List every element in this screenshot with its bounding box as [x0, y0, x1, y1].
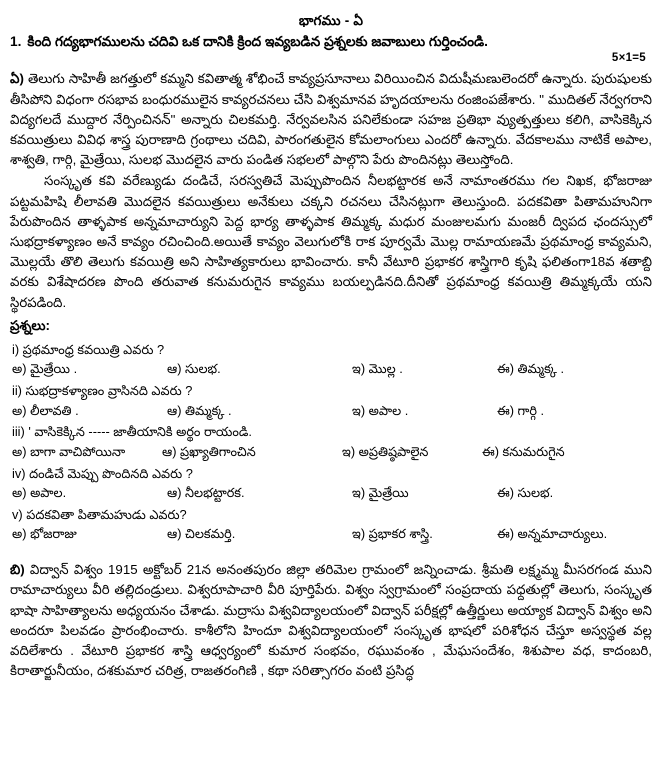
option-v-b[interactable]	[167, 524, 352, 544]
option-key: ఆ)	[162, 443, 177, 459]
option-key: అ)	[12, 443, 27, 459]
option-key: ఈ)	[497, 526, 514, 542]
question-options-iii	[12, 442, 652, 462]
passage-a-paragraph-1	[10, 69, 652, 170]
question-label-iii: ' వాసికెక్కిన ----- జాతీయానికి అర్థం రాయండి.	[28, 424, 252, 440]
passage-b-label: బి)	[10, 562, 25, 578]
question-text-row	[12, 381, 652, 400]
question-options-iv	[12, 483, 652, 503]
passage-a-text-1: తెలుగు సాహితీ జగత్తులో కమ్మని కవితాత్మ శోభించే కావ్యప్రసూనాలు విరియించిన విదుషీమణులెందరో ఉన్నారు. పురుషులకు తీసిపోని విధంగా రసభావ బంధురములైన కావ్యరచనలు చేసి విశ్వమానవ హృదయాలను రంజింపజేశారు. " ముదితల్ నేర్వగరాని విద్యగలదే ముద్దార నేర్పించినన్" అన్నారు చిలకమర్తి. నేర్వవలసిన పనిలేకుండా సహజ ప్రతిభా వ్యుత్పత్తులు కలిగి, వాసికెక్కిన కవయిత్రులు వివిధ శాస్త్ర పురాణాది గ్రంథాలు చదివి, పారంగతులైన కోమలాంగులు ఎందరో ఉన్నారు. వేదకాలము నాటికే అపాల, శాశ్వతి, గార్గి, మైత్రేయి, సులభ మొదలైన వారు పండిత సభలలో పాల్గొని పేరు పొందినట్లు తెలుస్తోంది.	[10, 71, 653, 168]
option-text: అపాల.	[30, 485, 67, 501]
option-iv-b[interactable]	[167, 483, 352, 503]
option-ii-b[interactable]	[167, 401, 352, 421]
question-text-row	[12, 340, 652, 359]
option-iii-d[interactable]	[482, 442, 565, 462]
question-label-i: ప్రథమాంధ్ర కవయిత్రి ఎవరు ?	[22, 341, 165, 357]
option-key: ఇ)	[352, 402, 366, 418]
option-key: ఆ)	[167, 526, 182, 542]
option-i-b[interactable]	[167, 359, 352, 379]
option-key: ఆ)	[167, 402, 182, 418]
option-key: అ)	[12, 485, 27, 501]
option-ii-c[interactable]	[352, 401, 497, 421]
option-text: తిమ్మక్క .	[517, 361, 565, 377]
option-v-a[interactable]	[12, 524, 167, 544]
option-key: ఇ)	[352, 526, 366, 542]
option-key: ఇ)	[352, 485, 366, 501]
question-options-i	[12, 359, 652, 379]
question-number: 1.	[10, 34, 22, 50]
question-item	[10, 422, 652, 461]
option-iii-a[interactable]	[12, 442, 162, 462]
instruction-text: కింది గద్యభాగములను చదివి ఒక దానికి క్రింద ఇవ్యబడిన ప్రశ్నలకు జవాబులు గుర్తించండి.	[27, 34, 488, 50]
marks-allocation: 5×1=5	[611, 52, 646, 65]
option-iv-c[interactable]	[352, 483, 497, 503]
option-i-d[interactable]	[497, 359, 564, 379]
question-options-v	[12, 524, 652, 544]
option-text: సులభ.	[185, 361, 221, 377]
question-number-v: v)	[12, 506, 23, 522]
question-text-row	[12, 464, 652, 483]
option-text: మైత్రేయి .	[30, 361, 78, 377]
option-i-c[interactable]	[352, 359, 497, 379]
option-text: అపాల .	[368, 402, 409, 418]
main-instruction-row	[10, 32, 652, 51]
question-label-ii: సుభద్రాకళ్యాణం వ్రాసినది ఎవరు ?	[25, 383, 193, 399]
question-text-row	[12, 422, 652, 441]
option-text: ప్రభాకర శాస్త్రి.	[368, 526, 433, 542]
passage-b	[10, 560, 652, 681]
question-item	[10, 381, 652, 420]
section-spacer	[10, 546, 652, 560]
passage-a-label: ఏ)	[10, 71, 24, 87]
option-text: కనుమరుగైన	[502, 443, 565, 459]
option-key: ఈ)	[497, 361, 514, 377]
option-key: ఆ)	[167, 361, 182, 377]
option-text: ప్రఖ్యాతిగాంచిన	[180, 443, 256, 459]
question-item	[10, 464, 652, 503]
option-text: మైత్రేయి	[368, 485, 409, 501]
option-ii-a[interactable]	[12, 401, 167, 421]
option-text: బాగా వాచిపోయినా	[30, 443, 126, 459]
option-text: భోజరాజు	[30, 526, 77, 542]
option-text: చిలకమర్తి.	[185, 526, 236, 542]
option-ii-d[interactable]	[497, 401, 544, 421]
option-text: గార్గి .	[517, 402, 545, 418]
questions-list	[10, 340, 652, 544]
question-options-ii	[12, 401, 652, 421]
option-key: ఈ)	[497, 485, 514, 501]
part-title: భాగము - ఏ	[298, 13, 364, 28]
option-text: లీలావతి .	[30, 402, 79, 418]
question-item	[10, 505, 652, 544]
option-key: ఈ)	[497, 402, 514, 418]
option-key: ఇ)	[352, 361, 366, 377]
passage-b-text-1: విద్వాన్ విశ్వం 1915 అక్టోబర్ 21న అనంతపురం జిల్లా తరిమెల గ్రామంలో జన్నించాడు. శ్రీమతి లక్ష్మమ్మ మీసరగండ ముని రామాచార్యులు వీరి తల్లిదండ్రులు. విశ్వరూపాచారి వీరి పూర్తిపేరు. విశ్వం స్వగ్రామంలో సంప్రదాయ పధ్దతుల్లో తెలుగు, సంస్కృత భాషా సాహిత్యాలను అధ్యయనం చేశాడు. మద్రాసు విశ్వవిద్యాలయంలో విద్వాన్ పరీక్షల్లో ఉత్తీర్ణులు అయ్యాక విద్వాన్ విశ్వం అని అందరూ పిలవడం ప్రారంభించారు. కాశీలోని హిందూ విశ్వవిద్యాలయంలో సంస్కృత భాషలో పరిశోధన చేస్తూ అస్వస్థత వల్ల వదిలేశారు . వేటూరి ప్రభాకర శాస్త్రి ఆధ్వర్యంలో కుమార సంభవం, రఘువంశం , మేఘసందేశం, శిశుపాల వధ, కాదంబరి, కిరాతార్జునీయం, దశకుమార చరిత్ర, రాజతరంగిణి , కథా సరిత్సాగరం వంటి ప్రసిద్ధ	[10, 562, 652, 679]
option-text: మొల్ల .	[368, 361, 403, 377]
option-v-c[interactable]	[352, 524, 497, 544]
option-iii-b[interactable]	[162, 442, 342, 462]
passage-a	[10, 69, 652, 312]
option-text: అన్నమాచార్యులు.	[517, 526, 608, 542]
option-iv-d[interactable]	[497, 483, 553, 503]
option-iv-a[interactable]	[12, 483, 167, 503]
question-number-iii: iii)	[12, 424, 25, 440]
option-key: అ)	[12, 361, 27, 377]
option-i-a[interactable]	[12, 359, 167, 379]
question-label-v: పదకవితా పితామహుడు ఎవరు?	[26, 506, 187, 522]
option-text: సులభ.	[517, 485, 554, 501]
question-text-row	[12, 505, 652, 524]
option-v-d[interactable]	[497, 524, 607, 544]
option-key: అ)	[12, 526, 27, 542]
question-number-ii: ii)	[12, 383, 22, 399]
option-text: అప్రతిష్ఠపాలైన	[358, 443, 429, 459]
question-item	[10, 340, 652, 379]
option-key: ఆ)	[167, 485, 182, 501]
question-number-iv: iv)	[12, 465, 26, 481]
option-text: తిమ్మక్క .	[185, 402, 232, 418]
passage-a-paragraph-2: సంస్కృత కవి వరేణ్యుడు దండిచే, సరస్వతిచే మెప్పుపొందిన నీలభట్టారక అనే నామాంతరము గల నిఖక, భోజరాజు పట్టమహిషి లీలావతి మొదలైన కవయిత్రులు అనేకులు చక్కని రచనలు చేసినట్లుగా తెలుస్తుంది. పదకవితా పితామహునిగా పేరుపొందిన తాళ్ళపాక అన్నమాచార్యుని పెద్ద భార్య తాళ్ళపాక తిమ్మక్క మధుర మంజులమగు మంజరీ ద్విపద ఛందస్సులో సుభద్రాకళ్యాణం అనే కావ్యం రచించింది.అయితే కావ్యం వెలుగులోకి రాక పూర్వమే మొల్ల రామాయణమే ప్రథమాంధ్ర కావ్యమని, మొల్లయే తొలి తెలుగు కవయిత్రి అని సాహిత్యకారులు భావించారు. కానీ వేటూరి ప్రభాకర శాస్త్రిగారి కృషి ఫలితంగా18వ శతాబ్ది వరకు విశేషాదరణ పొంది తరువాత కనుమరుగైన కావ్యము బయల్పడినది.దీనితో ప్రథమాంధ్ర కవయిత్రి తిమ్మక్కయే యని స్థిరపడింది.	[10, 173, 652, 310]
question-label-iv: దండిచే మెప్పు పొందినది ఎవరు ?	[29, 465, 193, 481]
questions-heading: ప్రశ్నలు:	[10, 317, 50, 333]
option-text: నీలభట్టారక.	[185, 485, 245, 501]
passage-b-paragraph-1	[10, 560, 652, 681]
option-iii-c[interactable]	[342, 442, 482, 462]
question-number-i: i)	[12, 341, 20, 357]
option-key: ఈ)	[482, 443, 499, 459]
option-key: ఇ)	[342, 443, 356, 459]
option-key: అ)	[12, 402, 27, 418]
